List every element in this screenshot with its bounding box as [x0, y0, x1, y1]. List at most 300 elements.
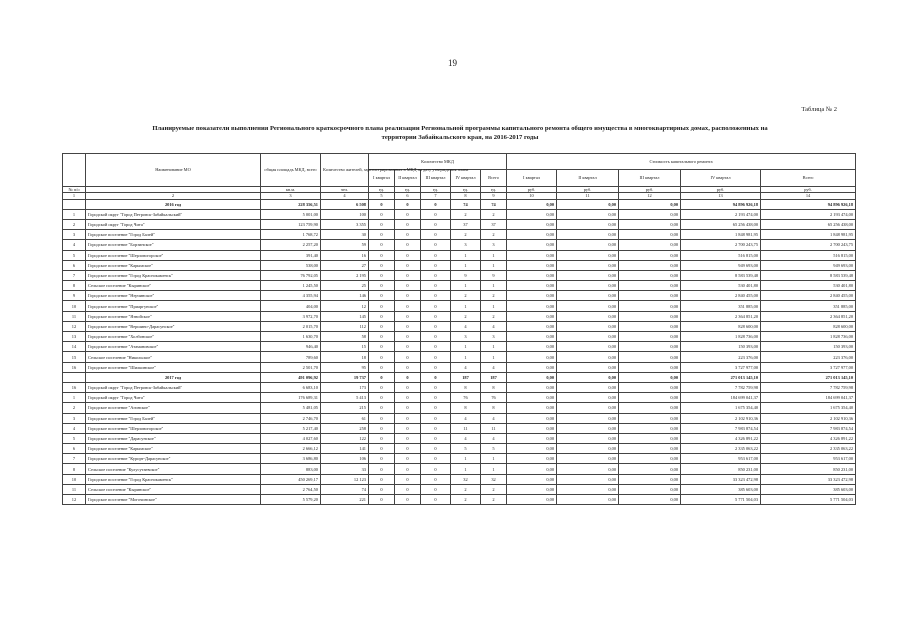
table-cell: Городское поселение "Могочинское" [86, 495, 261, 505]
unit-cell: ед. [421, 187, 451, 193]
table-cell: 0,00 [557, 230, 619, 240]
table-cell: 0,00 [507, 444, 557, 454]
table-cell: 1 [481, 260, 507, 270]
table-cell: 1 [481, 454, 507, 464]
table-cell: 2016 год [86, 199, 261, 209]
table-cell: 0,00 [557, 464, 619, 474]
table-cell: Городское поселение "Город Балей" [86, 230, 261, 240]
table-cell: 0,00 [507, 403, 557, 413]
table-cell: 1 [481, 342, 507, 352]
table-cell: 2 [451, 484, 481, 494]
table-cell: 530 401,80 [681, 281, 761, 291]
table-cell: 11 [63, 484, 86, 494]
table-cell: 33 323 472,98 [761, 474, 856, 484]
table-cell: 3 [481, 332, 507, 342]
table-cell: 0 [395, 464, 421, 474]
table-cell: Городское поселение "Холбонское" [86, 332, 261, 342]
unit-cell: ед. [451, 187, 481, 193]
table-cell: 0 [421, 321, 451, 331]
table-cell: 0,00 [619, 281, 681, 291]
table-cell: 2 501,70 [261, 362, 321, 372]
table-cell: 2 764,50 [261, 484, 321, 494]
table-cell: 9 [481, 270, 507, 280]
table-cell: 0 [369, 321, 395, 331]
table-cell: 2 700 243,75 [681, 240, 761, 250]
table-cell: 0,00 [619, 342, 681, 352]
table-cell: 3 686,80 [261, 454, 321, 464]
column-number: 14 [761, 193, 856, 199]
table-cell: 0,00 [557, 291, 619, 301]
table-cell: 5 413 [321, 393, 369, 403]
table-cell: 0,00 [557, 433, 619, 443]
table-cell: 0 [421, 291, 451, 301]
table-cell: 3 [63, 230, 86, 240]
table-cell: 0 [395, 270, 421, 280]
table-cell: 6 683,10 [261, 382, 321, 392]
table-cell: 0 [369, 250, 395, 260]
unit-cell: руб. [507, 187, 557, 193]
table-cell: 2 102 910,36 [681, 413, 761, 423]
table-cell: Городской округ "Город Чита" [86, 393, 261, 403]
table-cell: 32 [481, 474, 507, 484]
table-cell: 0 [369, 433, 395, 443]
table-cell: 538,00 [261, 260, 321, 270]
table-cell: 4 [451, 362, 481, 372]
indicators-table [62, 153, 856, 505]
table-cell: 2 [481, 209, 507, 219]
table-cell: 385 603,00 [681, 484, 761, 494]
table-cell: 0,00 [507, 209, 557, 219]
table-cell: 0 [421, 413, 451, 423]
header-cost-total: Всего [761, 170, 856, 187]
header-cost-q4: IV квартал [681, 170, 761, 187]
table-cell: 0 [369, 413, 395, 423]
table-cell: 850 231,00 [681, 464, 761, 474]
table-cell: 5 [451, 444, 481, 454]
table-cell: 0 [369, 219, 395, 229]
table-row [63, 250, 856, 260]
unit-cell: руб. [681, 187, 761, 193]
table-cell: 3 [451, 332, 481, 342]
table-cell: 4 027,60 [261, 433, 321, 443]
table-cell: 58 [321, 332, 369, 342]
table-cell: 4 [63, 423, 86, 433]
unit-cell: кв.м. [261, 187, 321, 193]
table-cell: 4 326 891,22 [761, 433, 856, 443]
table-cell: 0,00 [557, 474, 619, 484]
table-cell: 0 [421, 301, 451, 311]
table-row [63, 230, 856, 240]
table-cell: 0,00 [557, 393, 619, 403]
table-cell: 0 [395, 199, 421, 209]
table-cell: 351 885,00 [681, 301, 761, 311]
table-cell: 184 699 041,37 [761, 393, 856, 403]
table-cell: 946,40 [261, 342, 321, 352]
table-cell: 0 [395, 230, 421, 240]
table-cell: 0 [395, 444, 421, 454]
table-cell: 0 [369, 474, 395, 484]
table-cell: 13 [63, 332, 86, 342]
table-cell: 0,00 [507, 199, 557, 209]
table-cell: 123 759,90 [261, 219, 321, 229]
table-cell: 37 [451, 219, 481, 229]
table-cell: 176 689,31 [261, 393, 321, 403]
table-row [63, 382, 856, 392]
table-cell: 2 335 063,22 [681, 444, 761, 454]
table-cell: 0 [421, 474, 451, 484]
table-cell: 0,00 [619, 403, 681, 413]
table-row [63, 393, 856, 403]
table-cell: 0,00 [507, 433, 557, 443]
table-cell: 0 [421, 250, 451, 260]
table-cell: 0,00 [619, 270, 681, 280]
table-cell: 0,00 [557, 219, 619, 229]
table-row [63, 301, 856, 311]
table-cell: 0 [369, 240, 395, 250]
table-cell: 76 [481, 393, 507, 403]
header-cost-q2: II квартал [557, 170, 619, 187]
table-cell: 65 256 438,00 [681, 219, 761, 229]
unit-cell: ед. [395, 187, 421, 193]
table-cell: 173 [321, 382, 369, 392]
table-cell: 184 699 041,37 [681, 393, 761, 403]
table-cell: 7 983 874,54 [761, 423, 856, 433]
table-cell: 2 [451, 311, 481, 321]
column-number: 5 [369, 193, 395, 199]
table-cell: 0,00 [619, 484, 681, 494]
table-cell: 6 [63, 444, 86, 454]
table-cell: 450 269,17 [261, 474, 321, 484]
table-cell: 0,00 [557, 240, 619, 250]
column-number: 4 [321, 193, 369, 199]
table-cell: 0 [421, 332, 451, 342]
table-cell: 2 364 851,20 [761, 311, 856, 321]
table-row [63, 423, 856, 433]
table-cell: 141 [321, 444, 369, 454]
table-cell: 0,00 [507, 301, 557, 311]
table-cell: 4 [481, 362, 507, 372]
table-cell: 4 [63, 240, 86, 250]
table-cell: 4 [481, 321, 507, 331]
table-cell: 0 [369, 423, 395, 433]
table-cell: Городское поселение "Борзинское" [86, 240, 261, 250]
column-number: 3 [261, 193, 321, 199]
table-cell: 0 [395, 433, 421, 443]
table-cell: 3 972,70 [261, 311, 321, 321]
table-cell [63, 199, 86, 209]
table-cell: 8 [451, 403, 481, 413]
table-cell: 0,00 [507, 423, 557, 433]
table-cell: 15 [63, 352, 86, 362]
table-cell: 0 [395, 219, 421, 229]
table-row [63, 270, 856, 280]
table-cell: 0 [421, 281, 451, 291]
table-cell: 1 [451, 352, 481, 362]
table-cell: 0,00 [619, 464, 681, 474]
table-cell: 8 [451, 382, 481, 392]
table-cell: 33 [321, 464, 369, 474]
table-cell: 3 [481, 240, 507, 250]
table-cell: Городское поселение "Город Краснокаменск" [86, 474, 261, 484]
table-cell: 0 [369, 362, 395, 372]
table-cell: 5 [63, 250, 86, 260]
table-cell: 1 [63, 393, 86, 403]
table-cell: 0,00 [507, 495, 557, 505]
table-cell: 1 768,72 [261, 230, 321, 240]
table-cell: 1 [481, 301, 507, 311]
table-cell: 0 [421, 484, 451, 494]
table-cell: 0,00 [507, 393, 557, 403]
table-cell: 10 [63, 301, 86, 311]
table-cell: 0,00 [557, 362, 619, 372]
table-cell: 258 [321, 423, 369, 433]
table-cell: Городской округ "Город Петровск-Забайкальский" [86, 382, 261, 392]
table-cell: 0 [395, 209, 421, 219]
column-number: 12 [619, 193, 681, 199]
table-cell: 0 [395, 250, 421, 260]
table-cell: 2 840 455,00 [761, 291, 856, 301]
table-row [63, 260, 856, 270]
table-cell: 0 [369, 352, 395, 362]
table-cell: 391,40 [261, 250, 321, 260]
table-cell: Сельское поселение "Кыринское" [86, 484, 261, 494]
table-cell: 2 [451, 230, 481, 240]
table-cell: 0,00 [619, 444, 681, 454]
table-cell: 0,00 [507, 291, 557, 301]
table-cell: 0,00 [619, 433, 681, 443]
table-cell: 2 [481, 484, 507, 494]
table-cell: 0 [395, 321, 421, 331]
unit-cell: руб. [761, 187, 856, 193]
table-cell: Городское поселение "Атамановское" [86, 342, 261, 352]
table-cell: 2 195 [321, 270, 369, 280]
table-row [63, 495, 856, 505]
table-cell: 0 [369, 382, 395, 392]
table-cell: 30 [321, 230, 369, 240]
table-cell: 0 [421, 393, 451, 403]
table-cell: 271 013 145,10 [681, 372, 761, 382]
table-cell: Городское поселение "Шерловогорское" [86, 250, 261, 260]
table-cell: 27 [321, 260, 369, 270]
table-cell: 0,00 [619, 423, 681, 433]
column-number: 1 [63, 193, 86, 199]
table-cell: 0,00 [557, 403, 619, 413]
table-cell: 0,00 [507, 372, 557, 382]
table-cell: 0,00 [557, 484, 619, 494]
document-title [70, 124, 850, 142]
table-cell: 4 [481, 433, 507, 443]
table-cell: 0,00 [557, 495, 619, 505]
table-cell: 16 [63, 362, 86, 372]
table-cell: 0,00 [557, 352, 619, 362]
table-cell: 0 [369, 199, 395, 209]
table-cell: 0 [421, 219, 451, 229]
table-row-year-total [63, 372, 856, 382]
table-cell: 8 [63, 281, 86, 291]
table-cell: 0 [421, 209, 451, 219]
table-row [63, 362, 856, 372]
table-cell: 0,00 [619, 250, 681, 260]
table-cell: 0 [395, 372, 421, 382]
table-cell: 1 [481, 250, 507, 260]
page-number: 19 [448, 58, 457, 68]
table-cell: 0,00 [507, 270, 557, 280]
table-cell: 1 245,50 [261, 281, 321, 291]
table-cell: 2 257,20 [261, 240, 321, 250]
table-cell: 351 885,00 [761, 301, 856, 311]
table-cell: 953 617,00 [761, 454, 856, 464]
table-cell: 7 983 874,54 [681, 423, 761, 433]
table-cell: 100 [321, 209, 369, 219]
table-cell: 2 666,12 [261, 444, 321, 454]
table-row-year-total [63, 199, 856, 209]
table-cell: Городское поселение "Агинское" [86, 403, 261, 413]
table-cell: 0 [395, 332, 421, 342]
table-cell: 5 771 504,03 [761, 495, 856, 505]
table-cell: 0,00 [619, 301, 681, 311]
unit-cell: ед. [481, 187, 507, 193]
header-q4: IV квартал [451, 170, 481, 187]
table-cell: 0,00 [619, 352, 681, 362]
header-area: общая площадь МКД, всего [261, 154, 321, 187]
table-row [63, 332, 856, 342]
table-cell: Городское поселение "Шерловогорское" [86, 423, 261, 433]
table-cell: Городское поселение "Курорт-Дарасунское" [86, 454, 261, 464]
table-cell: 228 356,51 [261, 199, 321, 209]
table-row [63, 321, 856, 331]
table-cell: 76 [451, 393, 481, 403]
table-cell: 7 782 759,98 [761, 382, 856, 392]
table-cell: 11 [451, 423, 481, 433]
table-cell: 0 [369, 342, 395, 352]
table-cell: 3 [63, 413, 86, 423]
table-cell: 16 [321, 250, 369, 260]
header-q3: III квартал [421, 170, 451, 187]
header-total: Всего [481, 170, 507, 187]
table-cell: 0,00 [619, 260, 681, 270]
table-cell: 0 [369, 495, 395, 505]
table-cell: 12 [63, 321, 86, 331]
table-cell: Городское поселение "Нерчинское" [86, 291, 261, 301]
table-cell: 0 [369, 270, 395, 280]
table-cell: 0 [369, 444, 395, 454]
table-cell: 0,00 [619, 230, 681, 240]
table-cell: 8 583 539,48 [761, 270, 856, 280]
table-cell: 150 393,00 [681, 342, 761, 352]
table-cell: 828 600,00 [761, 321, 856, 331]
table-cell: 1 [451, 250, 481, 260]
table-row [63, 474, 856, 484]
table-cell: 0,00 [507, 230, 557, 240]
table-cell: 0 [369, 301, 395, 311]
table-cell: 0,00 [557, 413, 619, 423]
table-cell: Городское поселение "Карымское" [86, 444, 261, 454]
table-cell: 530 401,80 [761, 281, 856, 291]
unit-cell: ед. [369, 187, 395, 193]
table-cell: 0,00 [557, 382, 619, 392]
table-cell: 0 [395, 454, 421, 464]
table-cell: 0,00 [507, 260, 557, 270]
table-cell: 0,00 [557, 372, 619, 382]
table-cell: 0,00 [507, 240, 557, 250]
table-cell: Городское поселение "Карымское" [86, 260, 261, 270]
table-cell: 0 [395, 495, 421, 505]
table-cell: 5 001,00 [261, 209, 321, 219]
table-cell: 0 [421, 199, 451, 209]
table-cell: 0,00 [557, 250, 619, 260]
header-cost: Стоимость капитального ремонта [507, 154, 856, 170]
table-cell: 0 [369, 209, 395, 219]
table-cell: 0 [395, 403, 421, 413]
table-cell: 215 [321, 403, 369, 413]
table-row [63, 352, 856, 362]
table-cell: 9 [451, 270, 481, 280]
table-cell: 2 193 474,00 [681, 209, 761, 219]
unit-cell: руб. [557, 187, 619, 193]
table-cell: 828 600,00 [681, 321, 761, 331]
table-cell: 1 [451, 281, 481, 291]
table-cell: 11 [481, 423, 507, 433]
table-cell: 0 [395, 413, 421, 423]
table-row [63, 484, 856, 494]
table-row [63, 209, 856, 219]
table-cell: 0 [395, 291, 421, 301]
table-cell: 2 700 243,75 [761, 240, 856, 250]
header-mkd-count: Количество МКД [369, 154, 507, 170]
table-cell: 0,00 [557, 332, 619, 342]
table-cell: 850 231,00 [761, 464, 856, 474]
table-cell: 5 771 504,03 [681, 495, 761, 505]
table-cell: Городское поселение "Шилкинское" [86, 362, 261, 372]
table-cell: 2017 год [86, 372, 261, 382]
table-cell: 0 [421, 311, 451, 321]
table-cell: 0 [395, 484, 421, 494]
table-cell: 4 [451, 321, 481, 331]
table-cell: 16 [63, 382, 86, 392]
table-cell: Городское поселение "Город Краснокаменск" [86, 270, 261, 280]
table-cell: 0 [369, 484, 395, 494]
table-cell: 0,00 [507, 250, 557, 260]
table-cell: Сельское поселение "Кыринское" [86, 281, 261, 291]
table-cell: 0,00 [619, 393, 681, 403]
table-cell: 0 [395, 260, 421, 270]
table-cell: Сельское поселение "Кулусутаевское" [86, 464, 261, 474]
table-cell: 5 481,05 [261, 403, 321, 413]
table-cell: 59 [321, 240, 369, 250]
table-cell: 94 896 926,18 [681, 199, 761, 209]
table-cell: 0 [369, 393, 395, 403]
table-cell: 18 [321, 352, 369, 362]
table-cell: 0,00 [619, 382, 681, 392]
table-label: Таблица № 2 [801, 106, 837, 113]
table-cell: 5 [63, 433, 86, 443]
table-cell: 4 [481, 413, 507, 423]
table-cell: 1 [451, 260, 481, 270]
table-cell: 0,00 [557, 342, 619, 352]
table-cell: 0,00 [507, 454, 557, 464]
table-cell: 0,00 [557, 260, 619, 270]
title-line-2: территории Забайкальского края, на 2016-2017 годы [381, 134, 539, 141]
table-cell: 2 [481, 311, 507, 321]
table-cell: 0 [421, 423, 451, 433]
table-cell: 0 [421, 454, 451, 464]
table-cell: 0,00 [507, 311, 557, 321]
table-row [63, 403, 856, 413]
table-cell: 0 [395, 342, 421, 352]
header-cost-q1: I квартал [507, 170, 557, 187]
table-cell: 0,00 [507, 484, 557, 494]
table-cell: 0 [421, 362, 451, 372]
